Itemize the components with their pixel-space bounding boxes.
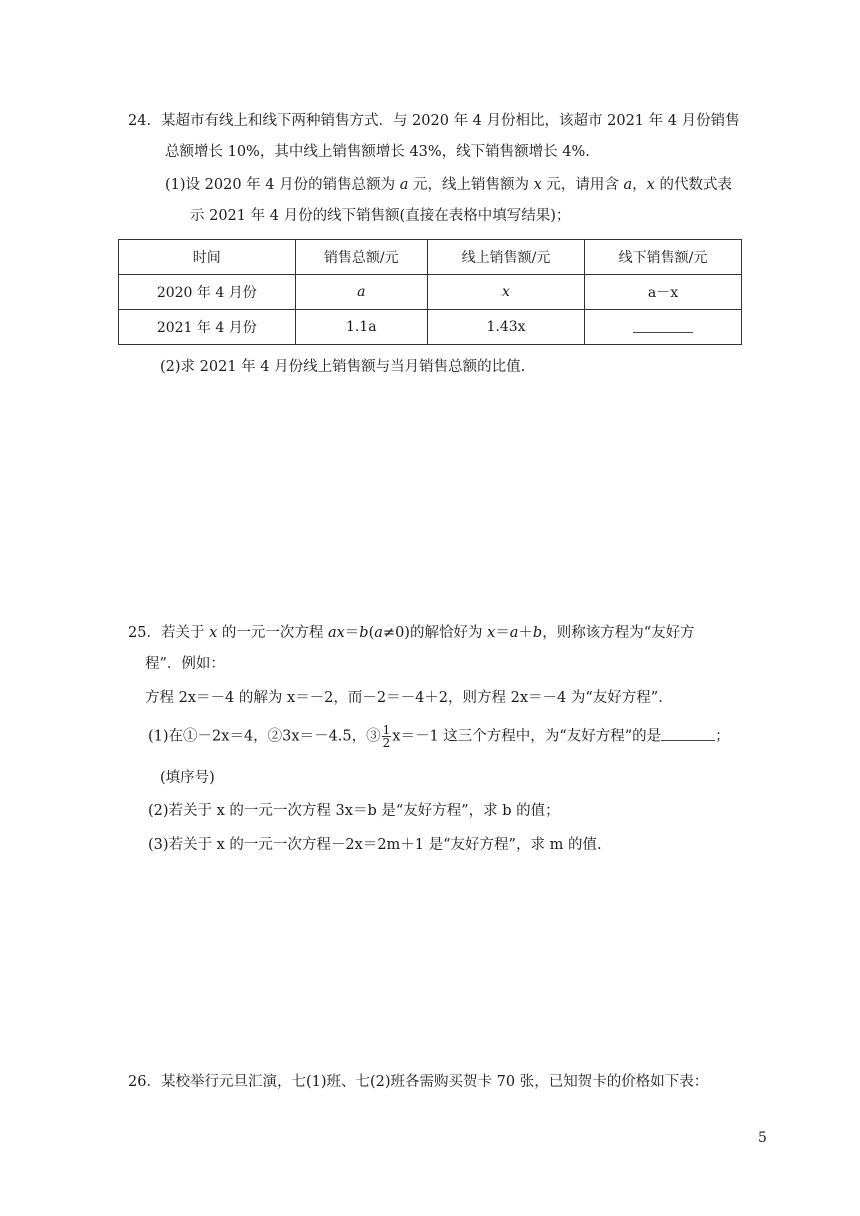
q25-line1: 25．若关于 x 的一元一次方程 ax＝b(a≠0)的解恰好为 x＝a＋b，则称该方程为“友好方 bbox=[128, 625, 695, 641]
q25-sub3: (3)若关于 x 的一元一次方程－2x＝2m＋1 是“友好方程”，求 m 的值. bbox=[148, 837, 602, 853]
page-number: 5 bbox=[758, 1130, 767, 1146]
table-row bbox=[119, 310, 742, 345]
fraction-one-half: $\frac{1}{2}$ bbox=[382, 723, 391, 750]
q24-line1: 24．某超市有线上和线下两种销售方式．与 2020 年 4 月份相比，该超市 2021 年 4 月份销售 bbox=[128, 113, 740, 129]
table-header-cell: 时间 bbox=[119, 240, 296, 275]
table-header-cell: 销售总额/元 bbox=[295, 240, 427, 275]
q24-sub2: (2)求 2021 年 4 月份线上销售额与当月销售总额的比值. bbox=[160, 359, 526, 375]
answer-blank-cell[interactable] bbox=[585, 310, 742, 345]
table-header-cell: 线下销售额/元 bbox=[585, 240, 742, 275]
q25-line2: 程”．例如： bbox=[145, 656, 225, 672]
answer-blank[interactable] bbox=[633, 318, 693, 333]
table-cell: 2020 年 4 月份 bbox=[119, 275, 296, 310]
table-cell: 1.1a bbox=[295, 310, 427, 345]
answer-blank[interactable] bbox=[661, 728, 715, 741]
q25-sub2: (2)若关于 x 的一元一次方程 3x＝b 是“友好方程”，求 b 的值； bbox=[148, 803, 560, 819]
table-cell: 2021 年 4 月份 bbox=[119, 310, 296, 345]
q25-line3: 方程 2x＝－4 的解为 x＝－2，而－2＝－4＋2，则方程 2x＝－4 为“友好方程”． bbox=[145, 690, 673, 706]
table-cell: 1.43x bbox=[428, 310, 585, 345]
q24-sub1-line2: 示 2021 年 4 月份的线下销售额(直接在表格中填写结果)； bbox=[190, 208, 571, 224]
q25-sub1: (1)在①－2x＝4，②3x＝－4.5，③ $\frac{1}{2}$ x＝－1 这三个方程中，为“友好方程”的是 ； bbox=[148, 723, 730, 750]
table-row bbox=[119, 275, 742, 310]
q24-sub1-line1: (1)设 2020 年 4 月份的销售总额为 a 元，线上销售额为 x 元，请用含 a，x 的代数式表 bbox=[165, 177, 732, 193]
table-cell: a－x bbox=[585, 275, 742, 310]
sales-table bbox=[118, 239, 742, 345]
table-cell: a bbox=[295, 275, 427, 310]
table-header-row bbox=[119, 240, 742, 275]
q24-line2: 总额增长 10%，其中线上销售额增长 43%，线下销售额增长 4%. bbox=[165, 144, 590, 160]
table-header-cell: 线上销售额/元 bbox=[428, 240, 585, 275]
table-cell: x bbox=[428, 275, 585, 310]
q25-sub1-note: (填序号) bbox=[160, 770, 215, 786]
q26-line1: 26．某校举行元旦汇演，七(1)班、七(2)班各需购买贺卡 70 张，已知贺卡的价格如下表： bbox=[128, 1074, 709, 1090]
